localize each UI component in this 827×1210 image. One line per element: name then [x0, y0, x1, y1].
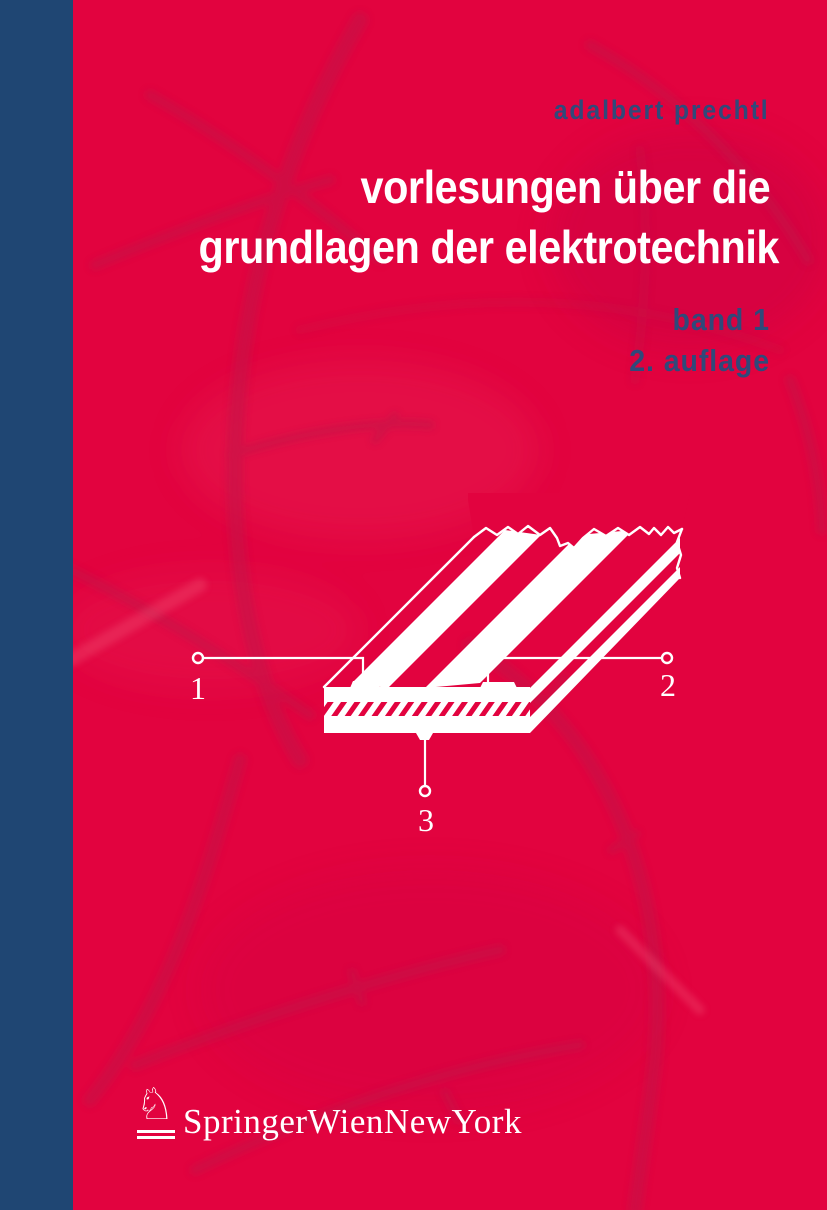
terminal-1-contact-pad — [350, 681, 380, 688]
front-bottom-layer — [324, 716, 530, 733]
terminal-1-label: 1 — [190, 670, 206, 706]
terminal-3-node — [420, 786, 430, 796]
spine-stripe — [0, 0, 73, 1210]
chess-knight-icon: ♘ — [135, 1079, 175, 1130]
knight-underline-top — [137, 1130, 175, 1133]
title-line-1: vorlesungen über die — [360, 161, 770, 213]
author-name: adalbert prechtl — [554, 95, 770, 125]
terminal-2-label: 2 — [660, 667, 676, 703]
volume-label: band 1 — [672, 302, 770, 337]
edition-label: 2. auflage — [629, 343, 770, 378]
front-substrate-hatch — [324, 702, 530, 716]
knight-underline-bottom — [137, 1136, 175, 1139]
terminal-2-node — [662, 653, 672, 663]
terminal-3-label: 3 — [418, 802, 434, 838]
terminal-2-contact-pad — [480, 682, 517, 688]
title-line-2: grundlagen der elektrotechnik — [198, 221, 779, 273]
terminal-3-contact-pad — [416, 733, 433, 740]
publisher-logotype: SpringerWienNewYork — [183, 1102, 522, 1141]
front-top-layer — [324, 687, 530, 702]
